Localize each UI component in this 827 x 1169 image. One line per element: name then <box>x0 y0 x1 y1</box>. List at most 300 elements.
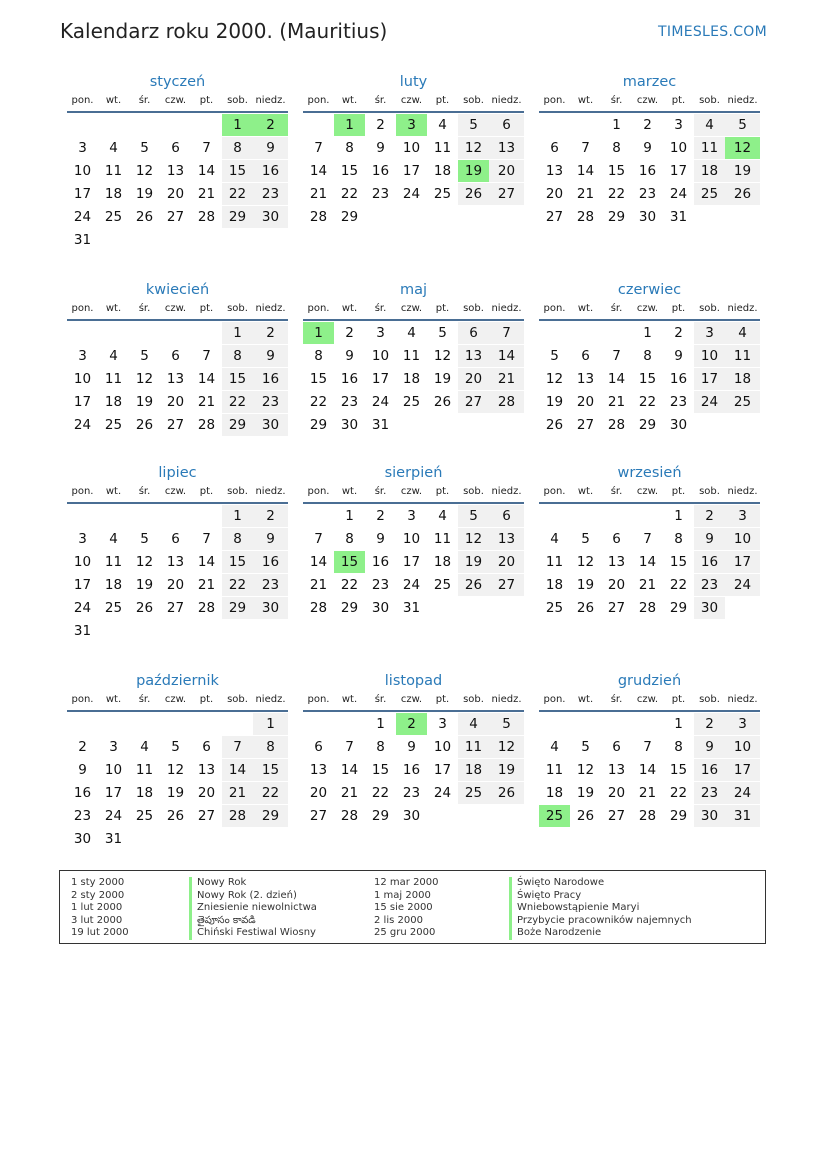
legend-date: 12 mar 2000 <box>374 877 439 888</box>
day-cell: 13 <box>166 371 185 387</box>
day-cell: 19 <box>489 759 524 781</box>
day-cell: 14 <box>222 759 253 781</box>
day-cell: 10 <box>73 163 92 179</box>
holiday-day-cell: 2 <box>253 114 288 136</box>
weekday-label: pt. <box>671 486 686 497</box>
weekday-label: niedz. <box>727 303 758 314</box>
day-cell: 25 <box>104 209 123 225</box>
day-cell: 26 <box>135 417 154 433</box>
day-cell: 3 <box>78 531 87 547</box>
weekday-label: pon. <box>543 486 566 497</box>
day-cell: 10 <box>104 762 123 778</box>
weekday-label: sob. <box>463 694 484 705</box>
weekday-header <box>539 486 760 504</box>
weekday-label: pt. <box>435 486 450 497</box>
holiday-day-cell: 12 <box>725 137 760 159</box>
week-row <box>67 781 288 804</box>
day-cell: 8 <box>314 348 323 364</box>
day-cell: 14 <box>197 163 216 179</box>
day-cell: 22 <box>253 782 288 804</box>
empty-day-cell <box>458 206 489 228</box>
week-row <box>539 504 760 527</box>
day-cell: 26 <box>135 600 154 616</box>
day-cell: 11 <box>104 163 123 179</box>
day-cell: 24 <box>73 417 92 433</box>
day-cell: 17 <box>73 394 92 410</box>
day-cell: 13 <box>545 163 564 179</box>
day-cell: 27 <box>166 417 185 433</box>
holiday-day-cell: 1 <box>334 114 365 136</box>
week-row <box>303 781 524 804</box>
day-cell: 13 <box>576 371 595 387</box>
day-cell: 31 <box>371 417 390 433</box>
day-cell: 2 <box>253 322 288 344</box>
day-cell: 9 <box>78 762 87 778</box>
day-cell: 4 <box>109 140 118 156</box>
day-cell: 27 <box>458 391 489 413</box>
empty-day-cell <box>129 713 160 735</box>
weekday-label: pon. <box>307 95 330 106</box>
day-cell: 7 <box>202 531 211 547</box>
day-cell: 7 <box>643 531 652 547</box>
day-cell: 12 <box>166 762 185 778</box>
empty-day-cell <box>222 828 253 850</box>
month-name: czerwiec <box>617 282 682 298</box>
day-cell: 8 <box>345 140 354 156</box>
weekday-label: pt. <box>435 303 450 314</box>
day-cell: 23 <box>371 186 390 202</box>
week-row <box>303 804 524 827</box>
day-cell: 30 <box>694 805 725 827</box>
day-cell: 13 <box>309 762 328 778</box>
empty-day-cell <box>191 713 222 735</box>
day-cell: 7 <box>489 322 524 344</box>
day-cell: 1 <box>222 505 253 527</box>
weekday-label: wt. <box>341 303 358 314</box>
day-cell: 16 <box>371 163 390 179</box>
day-cell: 30 <box>340 417 359 433</box>
legend-date: 3 lut 2000 <box>71 914 123 926</box>
week-row <box>303 136 524 159</box>
weekday-header <box>539 303 760 321</box>
day-cell: 23 <box>253 574 288 596</box>
day-cell: 29 <box>340 209 359 225</box>
empty-day-cell <box>191 114 222 136</box>
day-cell: 10 <box>433 739 452 755</box>
weekday-header <box>303 303 524 321</box>
day-cell: 29 <box>669 600 688 616</box>
month-block <box>303 278 524 436</box>
day-cell: 22 <box>607 186 626 202</box>
weekday-label: pon. <box>307 694 330 705</box>
day-cell: 1 <box>376 716 385 732</box>
day-cell: 17 <box>433 762 452 778</box>
day-cell: 11 <box>694 137 725 159</box>
day-cell: 13 <box>489 528 524 550</box>
day-cell: 14 <box>489 345 524 367</box>
day-cell: 11 <box>545 762 564 778</box>
week-row <box>67 413 288 436</box>
legend-holiday-name: Przybycie pracowników najemnych <box>509 915 692 928</box>
day-cell: 14 <box>607 371 626 387</box>
legend-date: 2 sty 2000 <box>71 889 125 901</box>
day-cell: 4 <box>140 739 149 755</box>
day-cell: 21 <box>197 394 216 410</box>
month-block <box>539 669 760 827</box>
week-row <box>67 205 288 228</box>
empty-day-cell <box>222 229 253 251</box>
legend-holiday-name: Święto Narodowe <box>509 877 692 890</box>
weekday-label: sob. <box>699 694 720 705</box>
day-cell: 8 <box>345 531 354 547</box>
day-cell: 11 <box>104 371 123 387</box>
day-cell: 24 <box>104 808 123 824</box>
day-cell: 5 <box>581 531 590 547</box>
week-row <box>303 367 524 390</box>
day-cell: 11 <box>433 140 452 156</box>
month-name: wrzesień <box>617 465 682 481</box>
day-cell: 25 <box>104 417 123 433</box>
day-cell: 23 <box>340 394 359 410</box>
weekday-label: śr. <box>610 95 623 106</box>
day-cell: 16 <box>340 371 359 387</box>
day-cell: 29 <box>222 206 253 228</box>
day-cell: 14 <box>197 554 216 570</box>
day-cell: 10 <box>694 345 725 367</box>
weekday-label: pon. <box>71 303 94 314</box>
empty-day-cell <box>303 114 334 136</box>
day-cell: 20 <box>458 368 489 390</box>
day-cell: 1 <box>253 713 288 735</box>
day-cell: 28 <box>222 805 253 827</box>
week-row <box>539 712 760 735</box>
holiday-legend <box>59 870 766 944</box>
day-cell: 21 <box>638 577 657 593</box>
day-cell: 17 <box>402 163 421 179</box>
weekday-header <box>67 694 288 712</box>
empty-day-cell <box>253 620 288 642</box>
day-cell: 16 <box>638 163 657 179</box>
day-cell: 17 <box>669 163 688 179</box>
day-cell: 3 <box>376 325 385 341</box>
weekday-header <box>67 486 288 504</box>
legend-holiday-name: Wniebowstąpienie Maryi <box>509 902 692 915</box>
day-cell: 24 <box>725 782 760 804</box>
day-cell: 21 <box>340 785 359 801</box>
weekday-label: niedz. <box>255 95 286 106</box>
weekday-label: śr. <box>374 694 387 705</box>
day-cell: 25 <box>545 600 564 616</box>
day-cell: 5 <box>458 505 489 527</box>
day-cell: 6 <box>314 739 323 755</box>
day-cell: 17 <box>725 759 760 781</box>
weekday-label: pon. <box>543 694 566 705</box>
weekday-label: pt. <box>671 95 686 106</box>
day-cell: 28 <box>309 209 328 225</box>
day-cell: 18 <box>545 577 564 593</box>
day-cell: 27 <box>166 600 185 616</box>
day-cell: 17 <box>694 368 725 390</box>
empty-day-cell <box>191 322 222 344</box>
week-row <box>67 804 288 827</box>
day-cell: 13 <box>166 163 185 179</box>
legend-holiday-name: Święto Pracy <box>509 890 692 903</box>
day-cell: 11 <box>104 554 123 570</box>
day-cell: 18 <box>104 577 123 593</box>
week-row <box>539 550 760 573</box>
day-cell: 14 <box>638 762 657 778</box>
day-cell: 22 <box>669 785 688 801</box>
weekday-header <box>67 303 288 321</box>
week-row <box>539 159 760 182</box>
day-cell: 13 <box>607 762 626 778</box>
day-cell: 13 <box>197 762 216 778</box>
day-cell: 18 <box>104 186 123 202</box>
empty-day-cell <box>725 414 760 436</box>
day-cell: 24 <box>694 391 725 413</box>
day-cell: 18 <box>433 554 452 570</box>
day-cell: 9 <box>253 345 288 367</box>
weekday-label: pon. <box>543 303 566 314</box>
day-cell: 27 <box>197 808 216 824</box>
empty-day-cell <box>396 206 427 228</box>
weekday-header <box>67 95 288 113</box>
month-block <box>67 461 288 642</box>
legend-date: 1 maj 2000 <box>374 889 431 901</box>
week-row <box>539 344 760 367</box>
weekday-label: sob. <box>463 303 484 314</box>
weekday-label: sob. <box>699 95 720 106</box>
day-cell: 3 <box>725 505 760 527</box>
day-cell: 24 <box>402 186 421 202</box>
weekday-label: sob. <box>463 95 484 106</box>
month-block <box>303 669 524 827</box>
weekday-label: niedz. <box>255 694 286 705</box>
week-row <box>303 550 524 573</box>
day-cell: 29 <box>669 808 688 824</box>
empty-day-cell <box>98 505 129 527</box>
day-cell: 14 <box>309 554 328 570</box>
weekday-label: niedz. <box>491 486 522 497</box>
legend-holiday-name: తైపూసం కావడి <box>189 915 317 928</box>
weekday-header <box>539 694 760 712</box>
empty-day-cell <box>98 713 129 735</box>
day-cell: 9 <box>643 140 652 156</box>
day-cell: 5 <box>581 739 590 755</box>
day-cell: 28 <box>197 209 216 225</box>
day-cell: 1 <box>345 508 354 524</box>
day-cell: 29 <box>309 417 328 433</box>
day-cell: 10 <box>402 531 421 547</box>
empty-day-cell <box>67 505 98 527</box>
empty-day-cell <box>98 114 129 136</box>
day-cell: 24 <box>433 785 452 801</box>
empty-day-cell <box>222 713 253 735</box>
empty-day-cell <box>303 505 334 527</box>
day-cell: 28 <box>197 417 216 433</box>
holiday-day-cell: 15 <box>334 551 365 573</box>
legend-dates-col-1 <box>71 877 129 940</box>
day-cell: 30 <box>73 831 92 847</box>
day-cell: 11 <box>402 348 421 364</box>
day-cell: 26 <box>166 808 185 824</box>
day-cell: 3 <box>694 322 725 344</box>
day-cell: 21 <box>489 368 524 390</box>
day-cell: 25 <box>135 808 154 824</box>
day-cell: 2 <box>345 325 354 341</box>
week-row <box>539 321 760 344</box>
day-cell: 20 <box>489 551 524 573</box>
week-row <box>303 758 524 781</box>
week-row <box>303 321 524 344</box>
weekday-label: pon. <box>307 486 330 497</box>
weekday-label: czw. <box>164 303 187 314</box>
day-cell: 12 <box>135 163 154 179</box>
day-cell: 2 <box>694 505 725 527</box>
month-block <box>303 461 524 619</box>
day-cell: 7 <box>222 736 253 758</box>
day-cell: 5 <box>171 739 180 755</box>
day-cell: 26 <box>458 574 489 596</box>
day-cell: 10 <box>725 736 760 758</box>
day-cell: 26 <box>433 394 452 410</box>
empty-day-cell <box>191 505 222 527</box>
day-cell: 18 <box>458 759 489 781</box>
day-cell: 26 <box>545 417 564 433</box>
site-link[interactable]: TIMESLES.COM <box>658 24 767 40</box>
weekday-label: niedz. <box>727 694 758 705</box>
day-cell: 30 <box>402 808 421 824</box>
empty-day-cell <box>458 597 489 619</box>
day-cell: 8 <box>376 739 385 755</box>
empty-day-cell <box>396 414 427 436</box>
day-cell: 19 <box>545 394 564 410</box>
holiday-day-cell: 1 <box>303 322 334 344</box>
week-row <box>67 182 288 205</box>
day-cell: 18 <box>725 368 760 390</box>
day-cell: 12 <box>433 348 452 364</box>
day-cell: 31 <box>402 600 421 616</box>
empty-day-cell <box>129 114 160 136</box>
month-block <box>539 70 760 228</box>
day-cell: 21 <box>222 782 253 804</box>
empty-day-cell <box>191 229 222 251</box>
day-cell: 10 <box>73 554 92 570</box>
day-cell: 5 <box>458 114 489 136</box>
day-cell: 14 <box>197 371 216 387</box>
week-row <box>539 182 760 205</box>
day-cell: 14 <box>638 554 657 570</box>
day-cell: 19 <box>725 160 760 182</box>
empty-day-cell <box>129 828 160 850</box>
day-cell: 12 <box>135 554 154 570</box>
week-row <box>539 804 760 827</box>
week-row <box>303 596 524 619</box>
day-cell: 2 <box>376 117 385 133</box>
day-cell: 24 <box>73 600 92 616</box>
legend-holiday-name: Zniesienie niewolnictwa <box>189 902 317 915</box>
week-row <box>67 344 288 367</box>
day-cell: 26 <box>725 183 760 205</box>
weekday-label: pt. <box>671 303 686 314</box>
weekday-label: czw. <box>400 486 423 497</box>
day-cell: 31 <box>669 209 688 225</box>
day-cell: 12 <box>545 371 564 387</box>
day-cell: 8 <box>643 348 652 364</box>
day-cell: 15 <box>340 163 359 179</box>
legend-date: 1 lut 2000 <box>71 902 123 914</box>
day-cell: 24 <box>725 574 760 596</box>
day-cell: 28 <box>607 417 626 433</box>
week-row <box>67 159 288 182</box>
month-name: styczeń <box>149 74 206 90</box>
empty-day-cell <box>570 322 601 344</box>
empty-day-cell <box>222 620 253 642</box>
week-row <box>303 182 524 205</box>
weekday-label: niedz. <box>255 486 286 497</box>
weekday-label: pt. <box>435 694 450 705</box>
weekday-label: pt. <box>199 95 214 106</box>
empty-day-cell <box>570 505 601 527</box>
day-cell: 2 <box>643 117 652 133</box>
day-cell: 11 <box>433 531 452 547</box>
day-cell: 21 <box>638 785 657 801</box>
day-cell: 4 <box>407 325 416 341</box>
day-cell: 22 <box>371 785 390 801</box>
day-cell: 22 <box>340 186 359 202</box>
day-cell: 17 <box>73 577 92 593</box>
day-cell: 20 <box>309 785 328 801</box>
weekday-label: pt. <box>435 95 450 106</box>
day-cell: 20 <box>166 186 185 202</box>
week-row <box>67 619 288 642</box>
day-cell: 23 <box>402 785 421 801</box>
weekday-label: sob. <box>463 486 484 497</box>
day-cell: 29 <box>340 600 359 616</box>
weekday-label: sob. <box>227 95 248 106</box>
day-cell: 23 <box>73 808 92 824</box>
empty-day-cell <box>458 414 489 436</box>
week-row <box>67 550 288 573</box>
weekday-header <box>303 694 524 712</box>
day-cell: 29 <box>253 805 288 827</box>
day-cell: 7 <box>202 140 211 156</box>
weekday-label: wt. <box>577 95 594 106</box>
day-cell: 10 <box>402 140 421 156</box>
day-cell: 30 <box>253 414 288 436</box>
weekday-header <box>539 95 760 113</box>
day-cell: 4 <box>438 508 447 524</box>
month-block <box>539 461 760 619</box>
day-cell: 19 <box>166 785 185 801</box>
day-cell: 19 <box>576 785 595 801</box>
day-cell: 5 <box>438 325 447 341</box>
empty-day-cell <box>253 229 288 251</box>
day-cell: 23 <box>694 782 725 804</box>
empty-day-cell <box>160 620 191 642</box>
month-name: październik <box>136 673 219 689</box>
weekday-label: pt. <box>199 486 214 497</box>
empty-day-cell <box>601 322 632 344</box>
day-cell: 27 <box>309 808 328 824</box>
day-cell: 27 <box>545 209 564 225</box>
day-cell: 7 <box>314 531 323 547</box>
weekday-header <box>303 95 524 113</box>
empty-day-cell <box>98 620 129 642</box>
day-cell: 30 <box>638 209 657 225</box>
day-cell: 15 <box>309 371 328 387</box>
week-row <box>67 827 288 850</box>
